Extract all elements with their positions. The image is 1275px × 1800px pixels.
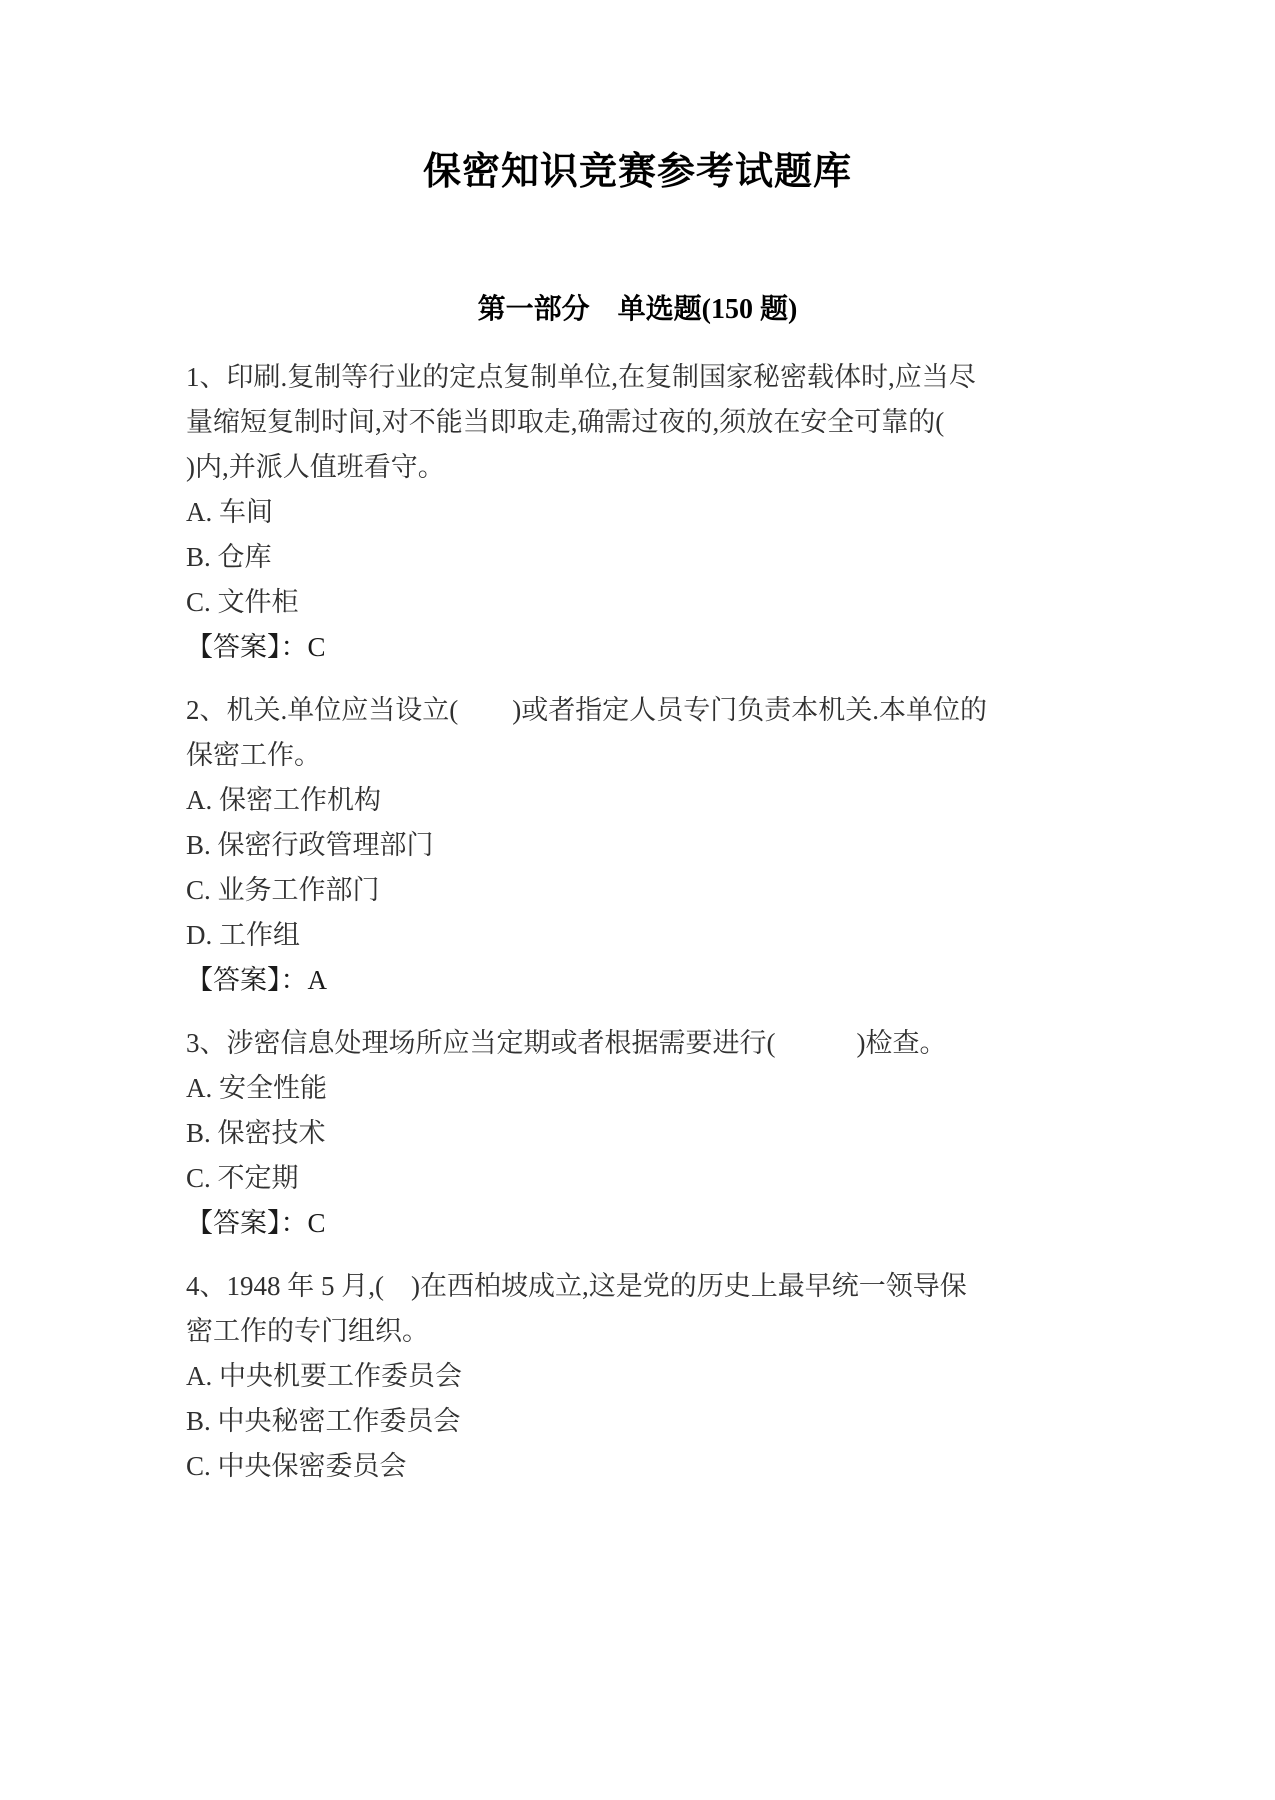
question-1-option-c: C. 文件柜 (186, 587, 299, 617)
question-4-stem-line: 密工作的专门组织。 (186, 1316, 429, 1346)
question-3-answer-line (186, 1201, 1106, 1246)
question-1-stem-line: 1、印刷.复制等行业的定点复制单位,在复制国家秘密载体时,应当尽 (186, 362, 976, 392)
question-4-option-a: A. 中央机要工作委员会 (186, 1361, 462, 1391)
section-heading: 第一部分 单选题(150 题) (477, 294, 798, 325)
answer-label: 【答案】： (186, 632, 308, 662)
questions-list (186, 355, 1106, 1489)
question-1-option-a: A. 车间 (186, 497, 273, 527)
answer-label: 【答案】： (186, 1208, 308, 1238)
question-1 (186, 355, 1106, 670)
question-3-option-a: A. 安全性能 (186, 1073, 327, 1103)
question-1-stem-line: 量缩短复制时间,对不能当即取走,确需过夜的,须放在安全可靠的( (186, 407, 945, 437)
question-3-option-b: B. 保密技术 (186, 1118, 326, 1148)
question-2-option-b: B. 保密行政管理部门 (186, 830, 434, 860)
question-1-stem-line: )内,并派人值班看守。 (186, 452, 445, 482)
question-4-option-b: B. 中央秘密工作委员会 (186, 1406, 461, 1436)
question-2-option-c: C. 业务工作部门 (186, 875, 380, 905)
question-4 (186, 1264, 1106, 1489)
answer-value: C (307, 632, 326, 662)
question-4-option-c: C. 中央保密委员会 (186, 1451, 407, 1481)
question-1-answer-line (186, 625, 1106, 670)
question-3 (186, 1021, 1106, 1246)
question-3-stem-line: 3、涉密信息处理场所应当定期或者根据需要进行( )检查。 (186, 1028, 947, 1058)
answer-value: A (307, 965, 327, 995)
question-1-option-b: B. 仓库 (186, 542, 272, 572)
question-2 (186, 688, 1106, 1003)
question-2-stem-line: 保密工作。 (186, 740, 321, 770)
question-3-option-c: C. 不定期 (186, 1163, 299, 1193)
question-2-option-d: D. 工作组 (186, 920, 300, 950)
question-4-stem-line: 4、1948 年 5 月,( )在西柏坡成立,这是党的历史上最早统一领导保 (186, 1271, 967, 1301)
question-2-stem-line: 2、机关.单位应当设立( )或者指定人员专门负责本机关.本单位的 (186, 695, 987, 725)
question-2-answer-line (186, 958, 1106, 1003)
question-2-option-a: A. 保密工作机构 (186, 785, 381, 815)
document-page (0, 150, 1275, 1800)
page-title: 保密知识竞赛参考试题库 (422, 151, 852, 193)
answer-value: C (307, 1208, 326, 1238)
answer-label: 【答案】： (186, 965, 308, 995)
